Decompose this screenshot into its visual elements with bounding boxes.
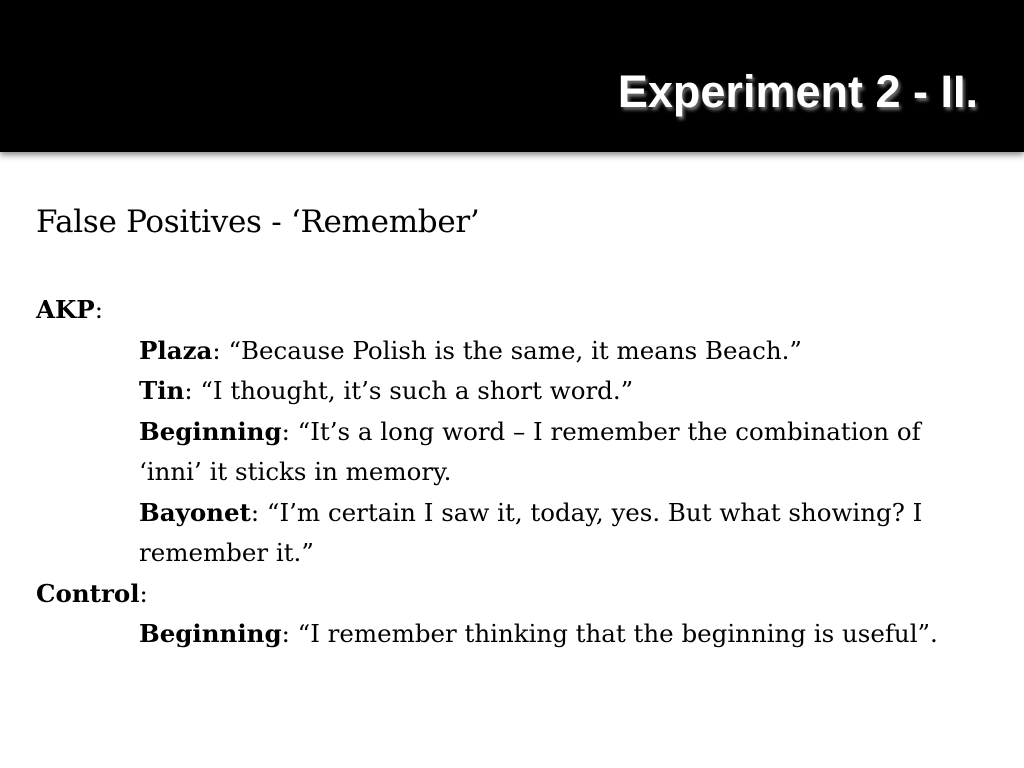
entry-word: Bayonet [139, 497, 251, 527]
list-item [139, 493, 959, 574]
group-label: AKP: [36, 295, 103, 324]
list-item [139, 412, 959, 493]
group-control [36, 574, 976, 655]
list-item [139, 614, 959, 655]
entry-word: Plaza [139, 335, 213, 365]
entry-word: Beginning [139, 619, 282, 648]
entry-word: Tin [139, 376, 185, 405]
entry-quote: : “I’m certain I saw it, today, yes. But what showing? I remember it.” [139, 497, 923, 567]
entry-quote: : “It’s a long word – I remember the combination of ‘inni’ it sticks in memory. [139, 416, 921, 486]
group-label: Control: [36, 578, 148, 608]
entry-word: Beginning [139, 416, 282, 446]
entry-quote: : “Because Polish is the same, it means Beach.” [212, 335, 802, 365]
list-item [139, 331, 959, 372]
slide-title: Experiment 2 - II. [617, 66, 978, 117]
title-bar [0, 0, 1024, 152]
group-akp [36, 290, 976, 574]
slide-subtitle: False Positives - ‘Remember’ [36, 204, 480, 240]
slide-content [36, 198, 976, 655]
entry-quote: : “I remember thinking that the beginning is useful”. [281, 619, 938, 648]
list-item [139, 371, 959, 412]
entry-quote: : “I thought, it’s such a short word.” [184, 376, 634, 405]
slide-body [36, 290, 976, 655]
